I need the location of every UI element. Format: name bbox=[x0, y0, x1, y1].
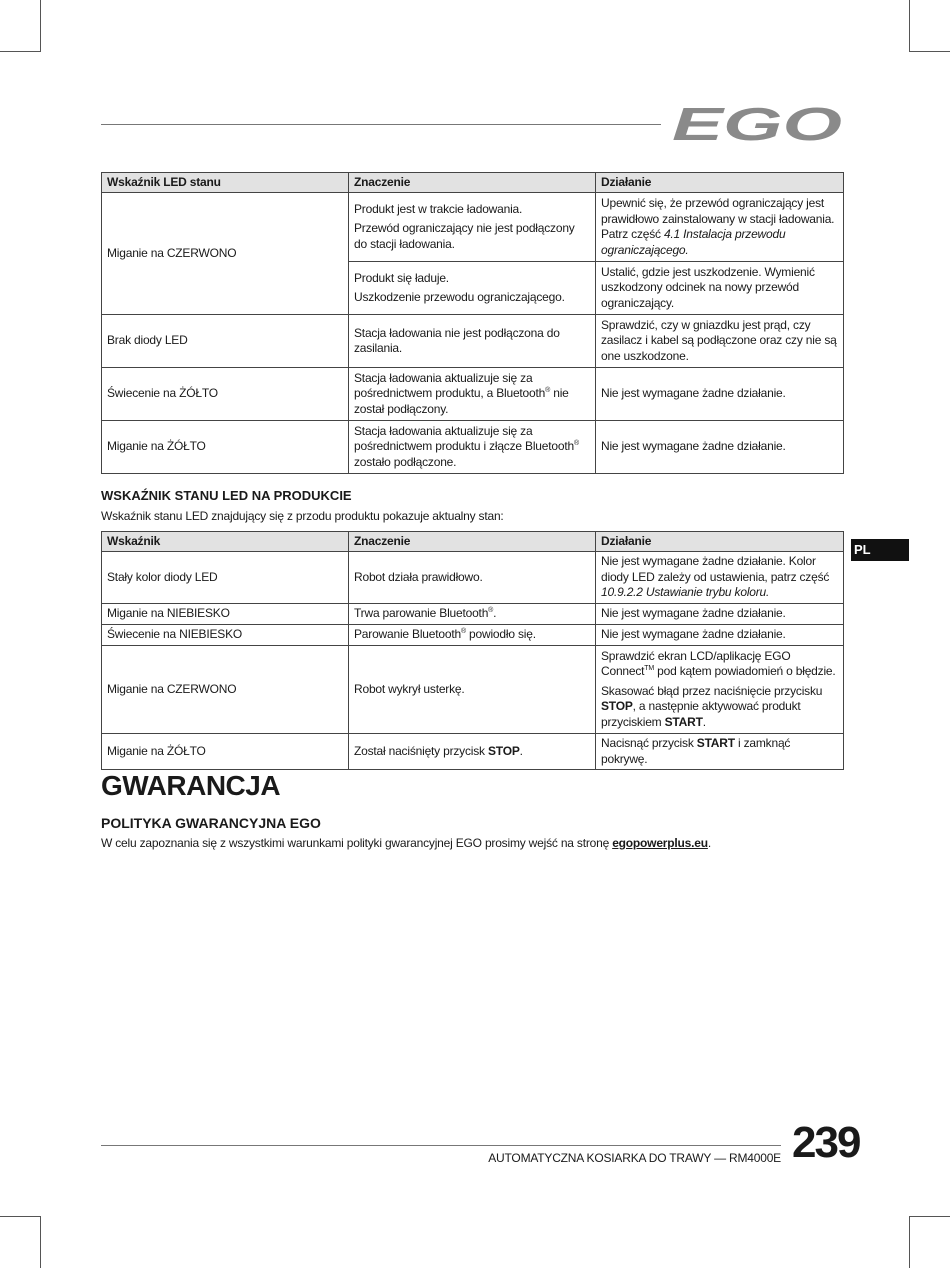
crop-mark bbox=[909, 0, 910, 52]
table-header-row bbox=[102, 532, 844, 552]
action-text: Upewnić się, że przewód ograniczający jest prawidłowo zainstalowany w stacji ładowania. Patrz część bbox=[601, 196, 835, 241]
action-text-part: Sprawdzić ekran LCD/aplikację EGO Connect bbox=[601, 648, 791, 679]
trademark-mark: TM bbox=[644, 665, 655, 673]
warranty-subheading: POLITYKA GWARANCYJNA EGO bbox=[101, 815, 321, 831]
indicator-cell: Miganie na ŻÓŁTO bbox=[102, 421, 349, 474]
column-header: Znaczenie bbox=[349, 173, 596, 193]
meaning-cell bbox=[349, 262, 596, 315]
table-row bbox=[102, 315, 844, 368]
meaning-cell: Stacja ładowania nie jest podłączona do zasilania. bbox=[349, 315, 596, 368]
indicator-cell: Miganie na CZERWONO bbox=[102, 646, 349, 734]
crop-mark bbox=[40, 1216, 41, 1268]
meaning-text: Produkt jest w trakcie ładowania. bbox=[354, 201, 523, 216]
action-cell bbox=[596, 734, 844, 770]
action-text-part: Skasować błąd przez naciśnięcie przycisku bbox=[601, 683, 823, 698]
section-intro: Wskaźnik stanu LED znajdujący się z przodu produktu pokazuje aktualny stan: bbox=[101, 509, 504, 523]
footer-rule bbox=[101, 1145, 781, 1146]
warranty-heading: GWARANCJA bbox=[101, 770, 281, 801]
meaning-cell bbox=[349, 604, 596, 625]
column-header: Znaczenie bbox=[349, 532, 596, 552]
meaning-text: Przewód ograniczający nie jest podłączony do stacji ładowania. bbox=[354, 221, 575, 251]
action-cell: Ustalić, gdzie jest uszkodzenie. Wymienić uszkodzony odcinek na nowy przewód ograniczający. bbox=[596, 262, 844, 315]
indicator-cell: Miganie na ŻÓŁTO bbox=[102, 734, 349, 770]
registered-mark: ® bbox=[545, 387, 551, 395]
footer-title: AUTOMATYCZNA KOSIARKA DO TRAWY — RM4000E bbox=[488, 1151, 781, 1165]
registered-mark: ® bbox=[460, 628, 466, 636]
column-header: Wskaźnik bbox=[102, 532, 349, 552]
action-text-part: . bbox=[702, 714, 706, 729]
meaning-cell: Robot działa prawidłowo. bbox=[349, 552, 596, 604]
action-text bbox=[601, 684, 838, 731]
action-cell: Nie jest wymagane żadne działanie. bbox=[596, 421, 844, 474]
meaning-cell bbox=[349, 734, 596, 770]
action-cell: Nie jest wymagane żadne działanie. bbox=[596, 625, 844, 646]
charging-station-led-table bbox=[101, 172, 844, 474]
ego-logo bbox=[672, 104, 844, 144]
action-cell bbox=[596, 646, 844, 734]
action-text: Nie jest wymagane żadne działanie. Kolor diody LED zależy od ustawienia, patrz część bbox=[601, 554, 830, 584]
registered-mark: ® bbox=[488, 607, 494, 615]
warranty-link[interactable]: egopowerplus.eu bbox=[612, 836, 708, 850]
table-row bbox=[102, 604, 844, 625]
table-row bbox=[102, 625, 844, 646]
indicator-cell: Świecenie na NIEBIESKO bbox=[102, 625, 349, 646]
button-reference: STOP bbox=[487, 743, 520, 758]
action-text bbox=[601, 649, 838, 680]
meaning-cell bbox=[349, 193, 596, 262]
meaning-text: Został naciśnięty przycisk bbox=[354, 743, 488, 758]
table-row bbox=[102, 368, 844, 421]
action-cell: Nie jest wymagane żadne działanie. bbox=[596, 604, 844, 625]
action-text: Nacisnąć przycisk bbox=[601, 736, 697, 750]
meaning-text: powiodło się. bbox=[465, 627, 536, 642]
section-reference: 4.1 Instalacja przewodu ograniczającego. bbox=[601, 227, 786, 257]
crop-mark bbox=[910, 1216, 950, 1217]
indicator-cell: Miganie na NIEBIESKO bbox=[102, 604, 349, 625]
meaning-cell bbox=[349, 625, 596, 646]
action-text: i zamknąć pokrywę. bbox=[601, 736, 791, 766]
meaning-text: . bbox=[519, 743, 523, 758]
button-reference: START bbox=[696, 736, 735, 750]
page-number: 239 bbox=[792, 1118, 860, 1167]
meaning-cell bbox=[349, 421, 596, 474]
meaning-text: Stacja ładowania aktualizuje się za pośrednictwem produktu i złącze Bluetooth bbox=[354, 423, 574, 454]
action-text-part: , a następnie aktywować produkt przyciskiem bbox=[601, 699, 801, 729]
crop-mark bbox=[909, 1216, 910, 1268]
button-reference: STOP bbox=[601, 699, 633, 714]
column-header: Wskaźnik LED stanu bbox=[102, 173, 349, 193]
indicator-cell: Brak diody LED bbox=[102, 315, 349, 368]
meaning-text: Stacja ładowania aktualizuje się za pośrednictwem produktu, a Bluetooth bbox=[354, 370, 546, 401]
indicator-cell: Stały kolor diody LED bbox=[102, 552, 349, 604]
section-heading: WSKAŹNIK STANU LED NA PRODUKCIE bbox=[101, 488, 352, 503]
button-reference: START bbox=[664, 714, 703, 729]
table-row bbox=[102, 734, 844, 770]
meaning-text: Produkt się ładuje. bbox=[354, 270, 449, 285]
indicator-cell: Miganie na CZERWONO bbox=[102, 193, 349, 315]
action-cell bbox=[596, 193, 844, 262]
meaning-text: . bbox=[493, 606, 497, 621]
table-row bbox=[102, 421, 844, 474]
table-row bbox=[102, 646, 844, 734]
language-tab: PL bbox=[851, 539, 909, 561]
crop-mark bbox=[0, 1216, 40, 1217]
section-reference: 10.9.2.2 Ustawianie trybu koloru. bbox=[601, 585, 770, 600]
ego-logo-text: EGO bbox=[672, 104, 843, 144]
meaning-cell: Robot wykrył usterkę. bbox=[349, 646, 596, 734]
meaning-text: Trwa parowanie Bluetooth bbox=[354, 606, 489, 621]
action-cell: Sprawdzić, czy w gniazdku jest prąd, czy zasilacz i kabel są podłączone oraz czy nie są one uszkodzone. bbox=[596, 315, 844, 368]
meaning-text: Parowanie Bluetooth bbox=[354, 627, 461, 642]
action-cell: Nie jest wymagane żadne działanie. bbox=[596, 368, 844, 421]
meaning-cell bbox=[349, 368, 596, 421]
meaning-text: nie został podłączony. bbox=[354, 386, 569, 416]
column-header: Działanie bbox=[596, 532, 844, 552]
meaning-text: Uszkodzenie przewodu ograniczającego. bbox=[354, 290, 565, 304]
column-header: Działanie bbox=[596, 173, 844, 193]
meaning-text: zostało podłączone. bbox=[354, 454, 457, 469]
table-row bbox=[102, 193, 844, 262]
header-rule bbox=[101, 124, 661, 125]
table-header-row bbox=[102, 173, 844, 193]
warranty-text-part: W celu zapoznania się z wszystkimi warunkami polityki gwarancyjnej EGO prosimy wejść na stronę bbox=[101, 836, 613, 850]
crop-mark bbox=[40, 0, 41, 52]
registered-mark: ® bbox=[573, 440, 579, 448]
indicator-cell: Świecenie na ŻÓŁTO bbox=[102, 368, 349, 421]
warranty-text-part: . bbox=[707, 836, 712, 850]
product-led-table bbox=[101, 531, 844, 770]
crop-mark bbox=[910, 51, 950, 52]
table-row bbox=[102, 552, 844, 604]
crop-mark bbox=[0, 51, 40, 52]
warranty-text bbox=[101, 836, 711, 850]
action-text-part: pod kątem powiadomień o błędzie. bbox=[654, 664, 836, 679]
action-cell bbox=[596, 552, 844, 604]
